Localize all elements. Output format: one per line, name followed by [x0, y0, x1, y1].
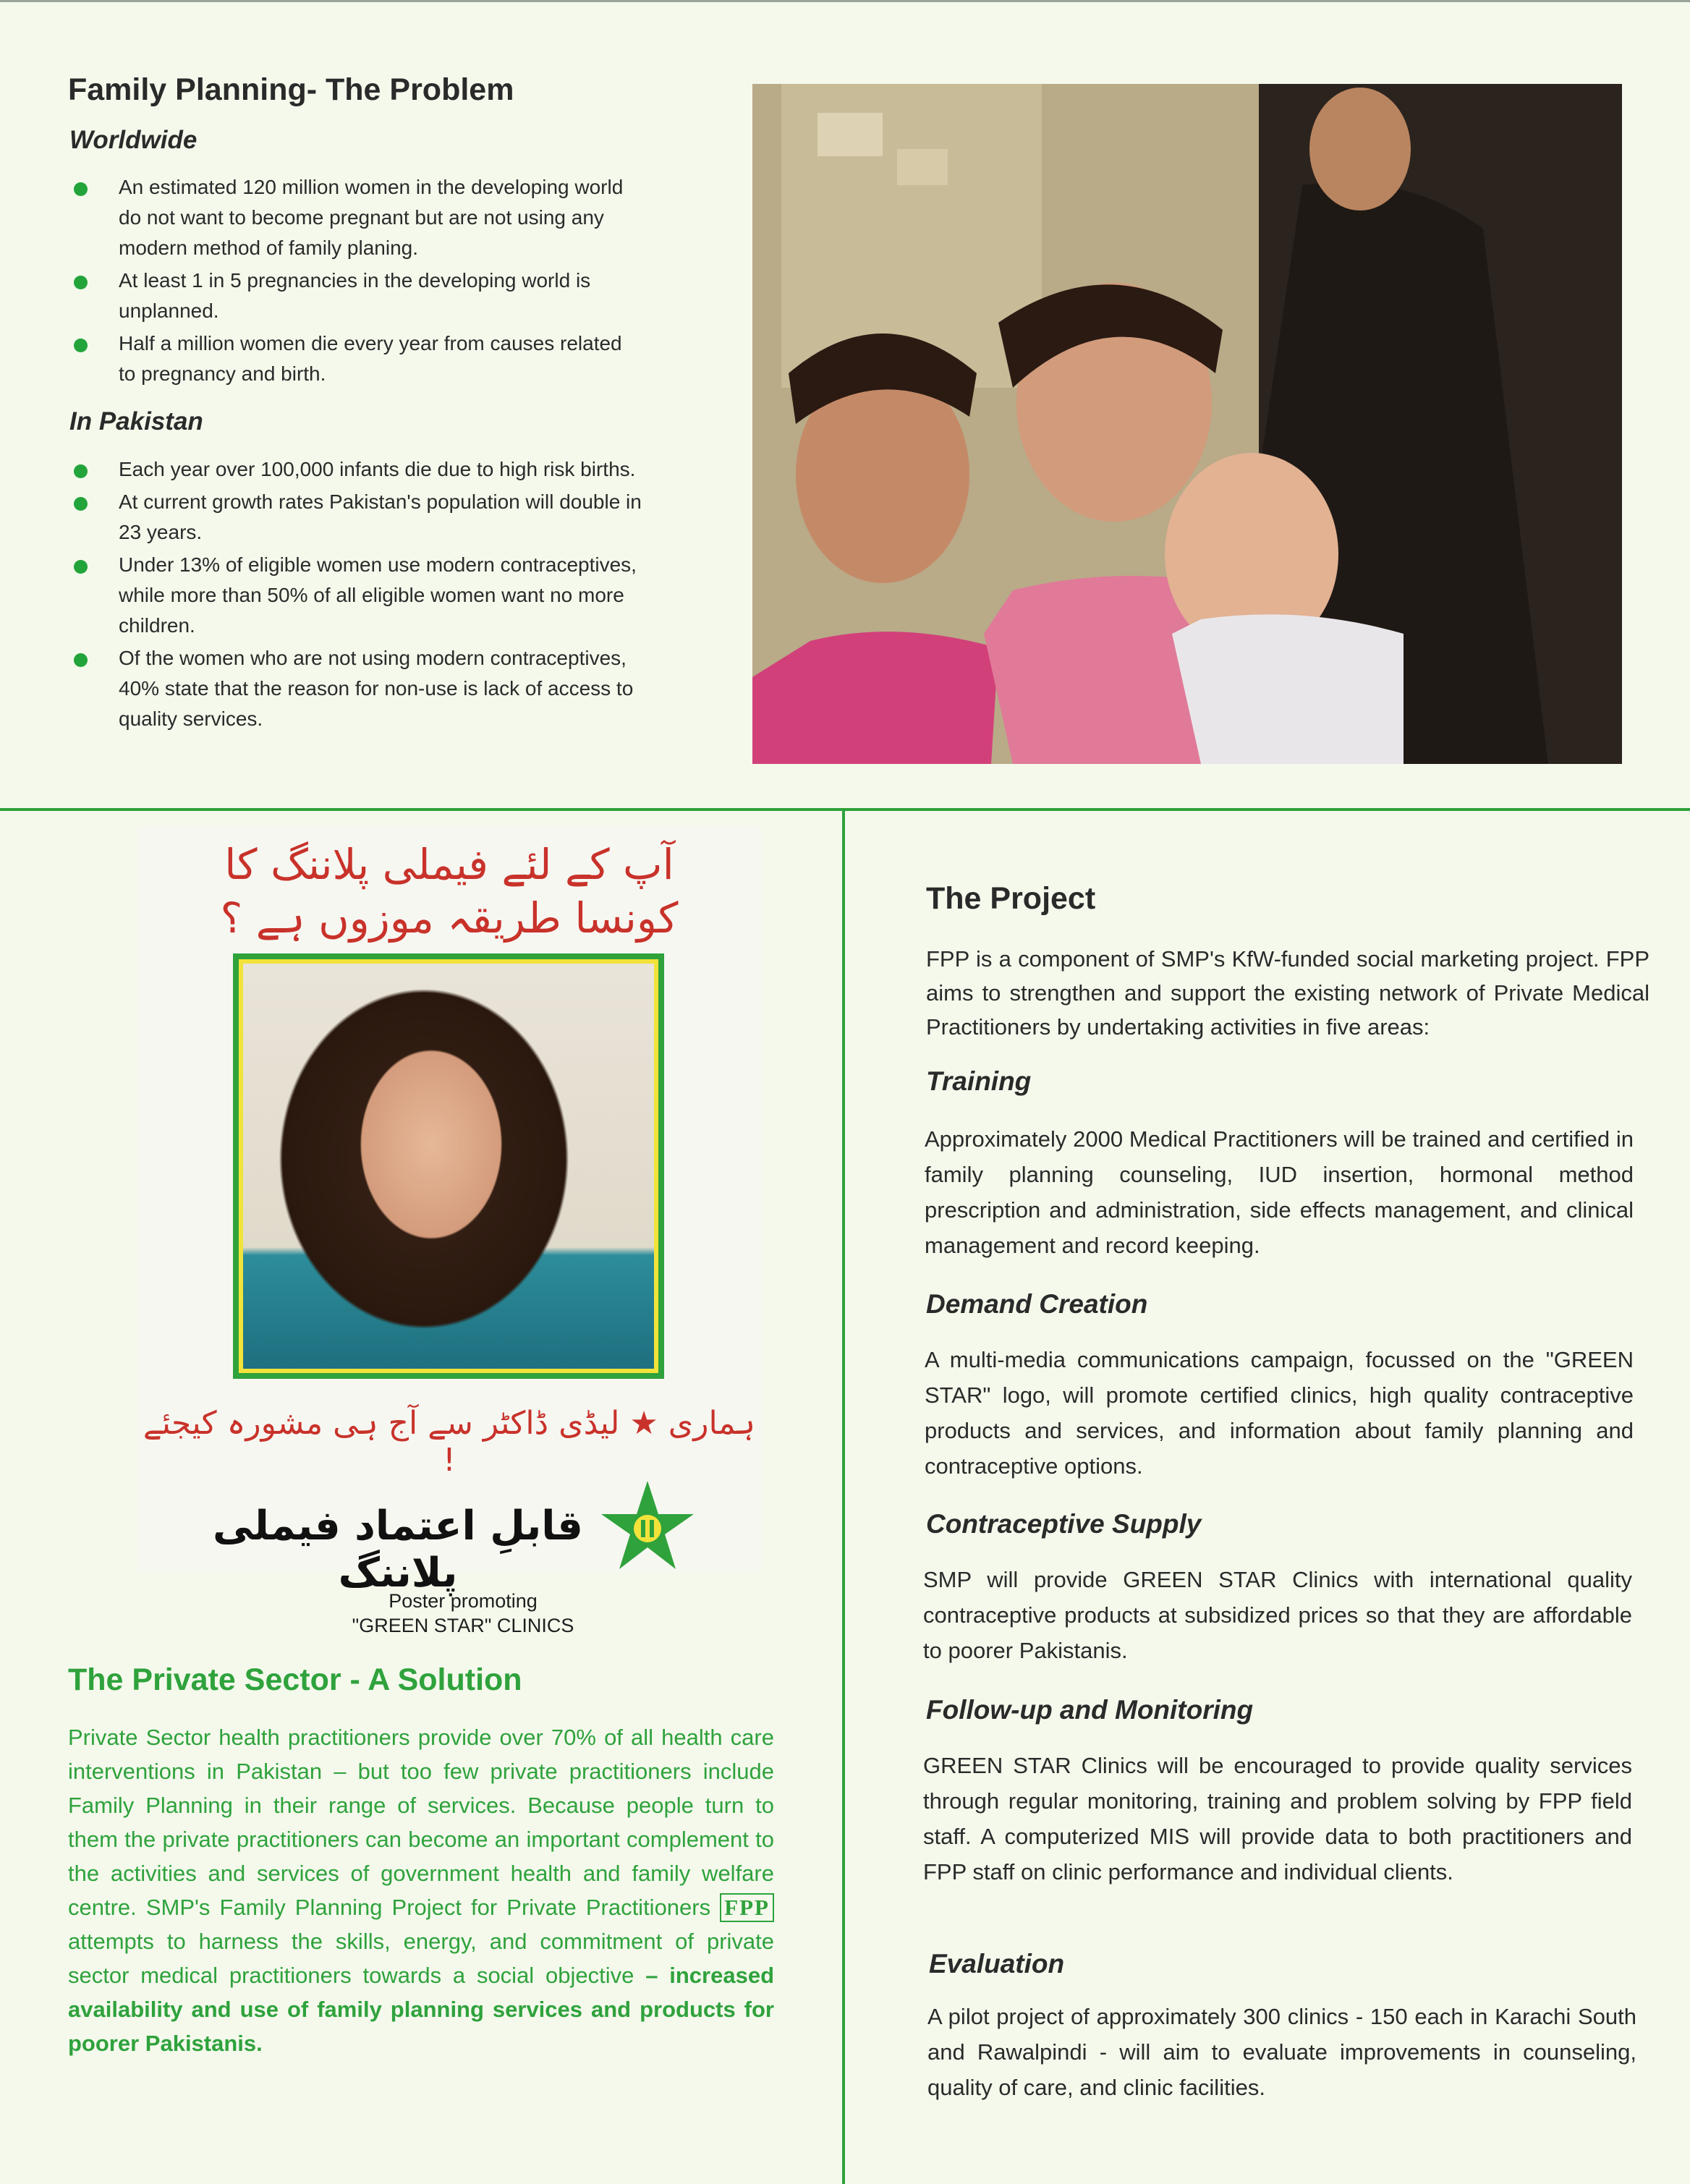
contraceptive-supply-heading: Contraceptive Supply [926, 1509, 1202, 1539]
training-heading: Training [926, 1066, 1032, 1096]
poster-portrait-frame [233, 953, 664, 1379]
pakistan-list [71, 454, 642, 736]
woman-portrait [243, 964, 654, 1369]
bullet-icon [74, 653, 88, 667]
horizontal-divider [0, 808, 1690, 811]
poster-urdu-headline: آپ کے لئے فیملی پلاننگ کا کونسا طریقہ موزوں ہے ؟ [220, 840, 679, 943]
contraceptive-supply-text: SMP will provide GREEN STAR Clinics with international quality contraceptive products at subsidized prices so that they are affordable to poorer Pakistanis. [923, 1567, 1632, 1663]
bullet-icon [74, 339, 88, 352]
baby-clothes [1172, 614, 1404, 764]
private-sector-title: The Private Sector - A Solution [68, 1662, 522, 1697]
children-photo [752, 84, 1622, 764]
list-item: An estimated 120 million women in the developing world do not want to become pregnant but are not using any modern method of family planing. [71, 172, 642, 263]
problem-title: Family Planning- The Problem [68, 72, 514, 107]
worldwide-list [71, 172, 642, 391]
list-item: Each year over 100,000 infants die due to high risk births. [71, 454, 642, 485]
green-star-logo-icon [600, 1481, 695, 1571]
poster-caption: Poster promoting "GREEN STAR" CLINICS [352, 1590, 574, 1636]
top-rule [0, 0, 1690, 2]
fpp-badge: FPP [720, 1893, 774, 1922]
boy-face [1309, 88, 1411, 211]
follow-up-heading: Follow-up and Monitoring [926, 1695, 1254, 1725]
project-title: The Project [926, 881, 1096, 916]
vertical-divider [842, 808, 845, 2184]
pakistan-heading: In Pakistan [69, 407, 203, 435]
poster-urdu-slogan: قابلِ اعتماد فیملی پلاننگ [213, 1503, 583, 1597]
children-photo-illustration [752, 84, 1622, 764]
training-text: Approximately 2000 Medical Practitioners will be trained and certified in family planning counseling, IUD insertion, hormonal method prescription and administration, side effects management, and clinical management and record keeping. [925, 1126, 1634, 1258]
list-item: At current growth rates Pakistan's population will double in 23 years. [71, 487, 642, 548]
follow-up-text: GREEN STAR Clinics will be encouraged to provide quality services through regular monitoring, training and problem solving by FPP field staff. A computerized MIS will provide data to both practitioners and FPP staff on clinic performance and individual clients. [923, 1753, 1632, 1885]
green-star-poster [137, 826, 761, 1597]
evaluation-heading: Evaluation [929, 1949, 1065, 1979]
project-intro: FPP is a component of SMP's KfW-funded social marketing project. FPP aims to strengthen and support the existing network of Private Medical Practitioners by undertaking activities in five areas: [926, 946, 1649, 1040]
demand-creation-heading: Demand Creation [926, 1289, 1148, 1319]
demand-creation-text: A multi-media communications campaign, focussed on the "GREEN STAR" logo, will promote certified clinics, high quality contraceptive products and services, and information about family planning and contraceptive options. [925, 1347, 1634, 1479]
bullet-icon [74, 497, 88, 511]
poster-urdu-tagline: ہماری ★ لیڈی ڈاکٹر سے آج ہی مشورہ کیجئے ! [143, 1405, 756, 1479]
bullet-icon [74, 182, 88, 196]
bullet-icon [74, 560, 88, 574]
evaluation-text: A pilot project of approximately 300 clinics - 150 each in Karachi South and Rawalpindi - will aim to evaluate improvements in counseling, quality of care, and clinic facilities. [927, 2004, 1636, 2100]
private-sector-paragraph: Private Sector health practitioners provide over 70% of all health care interventions in Pakistan – but too few private practitioners include Family Planning in their range of services. Because people turn to them the private practitioners can become an important complement to the activities and services of government health and family welfare centre. SMP's Family Planning Project for Private Practitioners FPP attempts to harness the skills, energy, and commitment of private sector medical practitioners towards a social objective – increased availability and use of family planning services and products for poorer Pakistanis. [68, 1725, 775, 2056]
list-item: At least 1 in 5 pregnancies in the developing world is unplanned. [71, 265, 642, 326]
bullet-icon [74, 464, 88, 478]
worldwide-heading: Worldwide [69, 126, 198, 154]
list-item: Half a million women die every year from causes related to pregnancy and birth. [71, 328, 642, 389]
list-item: Of the women who are not using modern contraceptives, 40% state that the reason for non-use is lack of access to quality services. [71, 643, 642, 734]
bullet-icon [74, 276, 88, 289]
list-item: Under 13% of eligible women use modern contraceptives, while more than 50% of all eligible women want no more children. [71, 550, 642, 641]
